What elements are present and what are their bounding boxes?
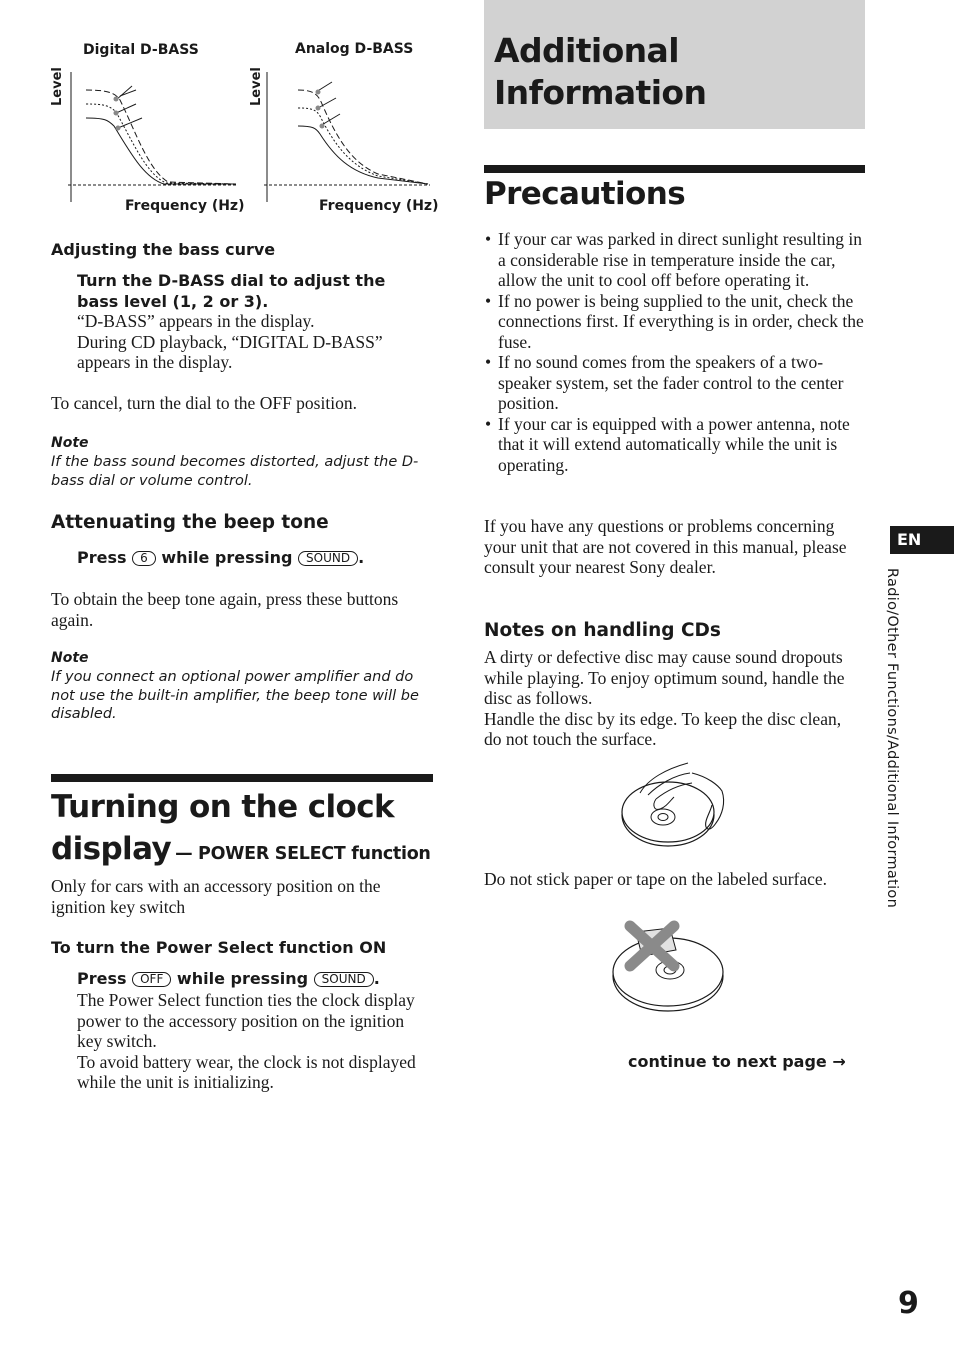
bass-note-label: Note <box>51 435 89 451</box>
additional-title-line1: Additional <box>494 31 679 70</box>
digital-frequency-axis-label: Frequency (Hz) <box>125 198 245 214</box>
clock-while-pressing: while pressing <box>176 969 309 988</box>
analog-dbass-curve-graph <box>258 70 448 205</box>
clock-intro-text: Only for cars with an accessory position on the ignition key switch <box>51 876 381 917</box>
clock-title-line2: display <box>51 831 172 867</box>
cd-handling-text <box>484 647 859 750</box>
questions-text: If you have any questions or problems concerning your unit that are not covered in this manual, please consult your nearest Sony dealer. <box>484 516 847 577</box>
bass-note-text: If the bass sound becomes distorted, adjust the D-bass dial or volume control. <box>51 454 419 489</box>
sound-key-button: SOUND <box>298 551 358 566</box>
clock-press-word: Press <box>77 969 127 988</box>
digital-level-axis-label: Level <box>50 67 65 106</box>
dbass-display-line: “D-BASS” appears in the display. <box>77 311 315 331</box>
beep-while-pressing: while pressing <box>161 548 293 567</box>
power-select-desc-1: The Power Select function ties the clock display power to the accessory position on the ignition key switch. <box>77 990 415 1051</box>
clock-section-title <box>51 786 441 876</box>
page-number: 9 <box>898 1286 919 1321</box>
cd-handling-text-1: A dirty or defective disc may cause sound dropouts while playing. To enjoy optimum sound, handle the disc as follows. <box>484 647 845 708</box>
clock-period: . <box>373 969 380 988</box>
digital-dbass-title: Digital D-BASS <box>83 42 199 58</box>
bass-cancel-text: To cancel, turn the dial to the OFF position. <box>51 393 357 413</box>
precaution-item: • If your car was parked in direct sunlight resulting in a considerable rise in temperature inside the car, allow the unit to cool off before operating it. <box>485 229 862 290</box>
sound-key-button-2: SOUND <box>314 972 374 987</box>
precaution-item: • If no power is being supplied to the unit, check the connections first. If everything is in order, check the fuse. <box>485 290 864 352</box>
digital-dbass-display-line: During CD playback, “DIGITAL D-BASS” appears in the display. <box>77 331 383 372</box>
power-select-on-heading: To turn the Power Select function ON <box>51 938 387 957</box>
beep-press-word: Press <box>77 548 127 567</box>
additional-title-line2: Information <box>494 73 707 112</box>
cd-label-warning-text: Do not stick paper or tape on the labeled surface. <box>484 869 828 889</box>
cd-handling-heading: Notes on handling CDs <box>484 620 721 641</box>
continue-to-next-page: continue to next page → <box>628 1052 846 1071</box>
precaution-item: • If your car is equipped with a power antenna, note that it will extend automatically while the unit is operating. <box>485 413 850 475</box>
beep-tone-heading: Attenuating the beep tone <box>51 512 329 533</box>
analog-level-axis-label: Level <box>249 67 264 106</box>
additional-information-banner <box>484 0 865 129</box>
clock-title-line1: Turning on the clock <box>51 789 395 825</box>
precautions-rule <box>484 165 865 173</box>
clock-section-rule <box>51 774 433 782</box>
precaution-item: • If no sound comes from the speakers of a two-speaker system, set the fader control to the center position. <box>485 352 844 413</box>
off-key-button: OFF <box>132 972 171 987</box>
analog-frequency-axis-label: Frequency (Hz) <box>319 198 439 214</box>
beep-period: . <box>358 548 365 567</box>
analog-dbass-title: Analog D-BASS <box>295 41 414 57</box>
key-6-button: 6 <box>132 551 156 566</box>
bass-curve-heading: Adjusting the bass curve <box>51 240 276 259</box>
language-tab-en: EN <box>890 526 954 554</box>
power-select-desc-2: To avoid battery wear, the clock is not displayed while the unit is initializing. <box>77 1051 416 1092</box>
cd-handling-text-2: Handle the disc by its edge. To keep the disc clean, do not touch the surface. <box>484 708 842 749</box>
cd-no-tape-illustration <box>608 916 743 1016</box>
cd-hand-illustration <box>618 757 733 852</box>
beep-note-text: If you connect an optional power amplifier and do not use the built-in amplifier, the beep tone will be disabled. <box>51 669 419 722</box>
bass-curve-step: Turn the D-BASS dial to adjust the bass level (1, 2 or 3). <box>77 271 386 311</box>
power-select-subtitle: — POWER SELECT function <box>175 844 431 864</box>
precautions-title: Precautions <box>484 176 686 212</box>
digital-dbass-curve-graph <box>60 70 250 205</box>
beep-restore-text: To obtain the beep tone again, press these buttons again. <box>51 589 399 630</box>
precautions-list <box>484 229 869 475</box>
power-select-description <box>77 990 432 1093</box>
side-section-text: Radio/Other Functions/Additional Information <box>884 568 900 909</box>
power-select-step <box>77 969 380 988</box>
beep-note-label: Note <box>51 650 89 666</box>
bass-curve-info <box>77 311 432 373</box>
beep-tone-step <box>77 548 364 567</box>
